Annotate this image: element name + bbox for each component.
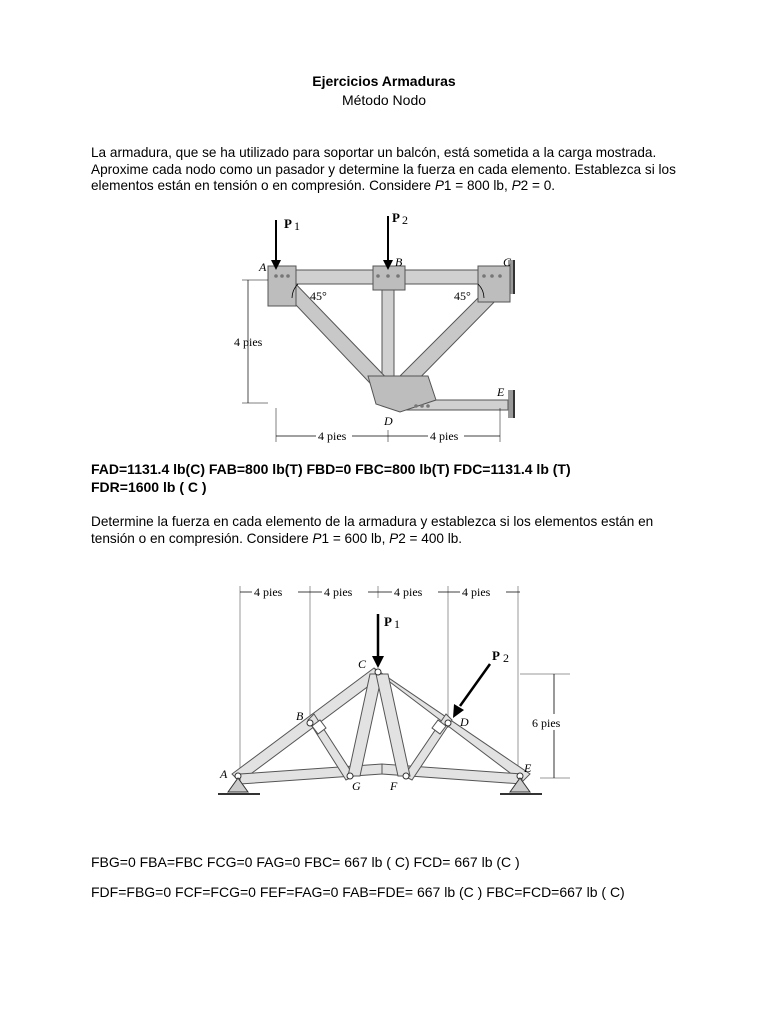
page-title: Ejercicios Armaduras [312, 73, 456, 89]
problem1-answer-line1: FAD=1131.4 lb(C) FAB=800 lb(T) FBD=0 FBC=800 lb(T) FDC=1131.4 lb (T) [91, 461, 571, 477]
problem2-p1-symbol: P [312, 530, 322, 546]
load-p1-label: P [384, 614, 392, 629]
node-a-label: A [220, 767, 228, 781]
problem1-line2: Aproxime cada nodo como un pasador y determine la fuerza en cada elemento. Establezca si los [91, 161, 676, 177]
problem1-statement [91, 145, 691, 195]
problem1-p2-value: 2 = 0. [520, 178, 556, 193]
angle-left-label: 45° [310, 289, 327, 303]
problem1-p2-symbol: P [511, 178, 521, 193]
problem2-line2-text: tensión o en compresión. Considere [91, 530, 313, 546]
node-g-label: G [352, 779, 361, 793]
node-e-label: E [497, 385, 505, 399]
node-b-label: B [296, 709, 304, 723]
problem2-answer-line2: FDF=FBG=0 FCF=FCG=0 FEF=FAG=0 FAB=FDE= 667 lb (C ) FBC=FCD=667 lb ( C) [91, 884, 625, 900]
span-right-label: 4 pies [430, 429, 459, 443]
spacing-3-label: 4 pies [394, 585, 423, 599]
roof-truss-figure [210, 578, 590, 808]
problem2-line2 [91, 531, 691, 548]
node-c-label: C [358, 657, 367, 671]
height-dimension-label: 4 pies [234, 335, 263, 349]
spacing-1-label: 4 pies [254, 585, 283, 599]
problem1-line1: La armadura, que se ha utilizado para soportar un balcón, está sometida a la carga mostrada. [91, 145, 657, 160]
problem1-answer [91, 460, 711, 496]
page-subtitle: Método Nodo [341, 92, 427, 108]
node-d-label: D [460, 715, 469, 729]
problem1-p1-symbol: P [434, 178, 444, 193]
angle-right-label: 45° [454, 289, 471, 303]
height-dimension-label: 6 pies [532, 716, 561, 730]
problem2-p2-value: 2 = 400 lb. [398, 530, 463, 546]
problem1-answer-line2: FDR=1600 lb ( C ) [91, 479, 207, 495]
node-c-label: C [503, 255, 512, 269]
load-p1-label: P [284, 216, 292, 231]
problem2-line1: Determine la fuerza en cada elemento de la armadura y establezca si los elementos están en [91, 514, 654, 529]
load-p2-label: P [392, 210, 400, 225]
node-b-label: B [395, 255, 403, 269]
problem1-line3-text: elementos están en tensión o en compresión. Considere [91, 178, 435, 193]
node-e-label: E [524, 761, 532, 775]
spacing-2-label: 4 pies [324, 585, 353, 599]
node-d-label: D [384, 414, 393, 428]
load-p2-sub: 2 [503, 651, 509, 665]
load-p2-label: P [492, 648, 500, 663]
problem1-line3 [91, 178, 691, 195]
gusset-b [373, 266, 405, 290]
problem1-p1-value: 1 = 800 lb, [443, 178, 512, 193]
load-p1-sub: 1 [294, 219, 300, 233]
problem2-p1-value: 1 = 600 lb, [321, 530, 390, 546]
spacing-4-label: 4 pies [462, 585, 491, 599]
node-f-label: F [390, 779, 398, 793]
node-a-label: A [259, 260, 267, 274]
gusset-c [478, 266, 510, 302]
load-p2-sub: 2 [402, 213, 408, 227]
load-p1-sub: 1 [394, 617, 400, 631]
load-p2-arrow [460, 664, 490, 706]
gusset-a [268, 266, 296, 306]
span-left-label: 4 pies [318, 429, 347, 443]
balcony-truss-figure [228, 208, 528, 453]
problem2-p2-symbol: P [389, 530, 399, 546]
problem2-answer-line1: FBG=0 FBA=FBC FCG=0 FAG=0 FBC= 667 lb ( C) FCD= 667 lb (C ) [91, 854, 520, 870]
problem2-statement [91, 514, 691, 547]
